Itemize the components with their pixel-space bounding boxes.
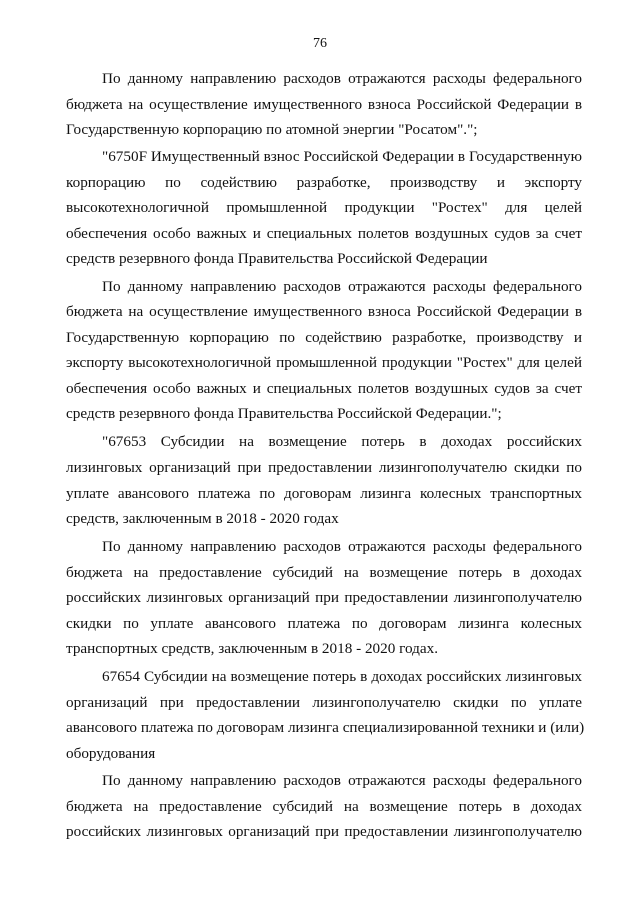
text-line: По данному направлению расходов отражаются расходы федерального xyxy=(102,278,582,295)
text-line: российских лизинговых организаций при предоставлении лизингополучателю xyxy=(66,589,582,606)
text-line: бюджета на осуществление имущественного взноса Российской Федерации в xyxy=(66,96,582,113)
text-line: "67653 Субсидии на возмещение потерь в доходах российских xyxy=(102,433,582,450)
text-line: уплате авансового платежа по договорам лизинга колесных транспортных xyxy=(66,485,582,502)
text-line: организаций при предоставлении лизингополучателю скидки по уплате xyxy=(66,694,582,711)
text-line: бюджета на предоставление субсидий на возмещение потерь в доходах xyxy=(66,564,582,581)
text-line: скидки по уплате авансового платежа по договорам лизинга колесных xyxy=(66,615,582,632)
text-line: средств, заключенным в 2018 - 2020 годах xyxy=(66,510,339,527)
text-line: авансового платежа по договорам лизинга специализированной техники и (или) xyxy=(66,719,585,736)
text-line: По данному направлению расходов отражаются расходы федерального xyxy=(102,538,582,555)
text-line: экспорту высокотехнологичной промышленной продукции "Ростех" для целей xyxy=(66,354,582,371)
text-line: обеспечения особо важных и специальных полетов воздушных судов за счет xyxy=(66,225,582,242)
text-line: оборудования xyxy=(66,745,156,762)
text-line: обеспечения особо важных и специальных полетов воздушных судов за счет xyxy=(66,380,582,397)
text-line: Государственную корпорацию по содействию разработке, производству и xyxy=(66,329,582,346)
text-line: средств резервного фонда Правительства Российской Федерации xyxy=(66,250,488,267)
text-line: российских лизинговых организаций при предоставлении лизингополучателю xyxy=(66,823,582,840)
text-line: "6750F Имущественный взнос Российской Федерации в Государственную xyxy=(102,148,582,165)
text-line: средств резервного фонда Правительства Российской Федерации."; xyxy=(66,405,502,422)
text-line: транспортных средств, заключенным в 2018 - 2020 годах. xyxy=(66,640,438,657)
text-line: высокотехнологичной промышленной продукции "Ростех" для целей xyxy=(66,199,582,216)
text-line: бюджета на осуществление имущественного взноса Российской Федерации в xyxy=(66,303,582,320)
text-line: По данному направлению расходов отражаются расходы федерального xyxy=(102,772,582,789)
text-line: Государственную корпорацию по атомной энергии "Росатом"."; xyxy=(66,121,478,138)
text-line: корпорацию по содействию разработке, производству и экспорту xyxy=(66,174,582,191)
page-number: 76 xyxy=(313,36,327,51)
text-line: бюджета на предоставление субсидий на возмещение потерь в доходах xyxy=(66,798,582,815)
text-line: лизинговых организаций при предоставлении лизингополучателю скидки по xyxy=(66,459,582,476)
text-line: 67654 Субсидии на возмещение потерь в доходах российских лизинговых xyxy=(102,668,582,685)
text-line: По данному направлению расходов отражаются расходы федерального xyxy=(102,70,582,87)
